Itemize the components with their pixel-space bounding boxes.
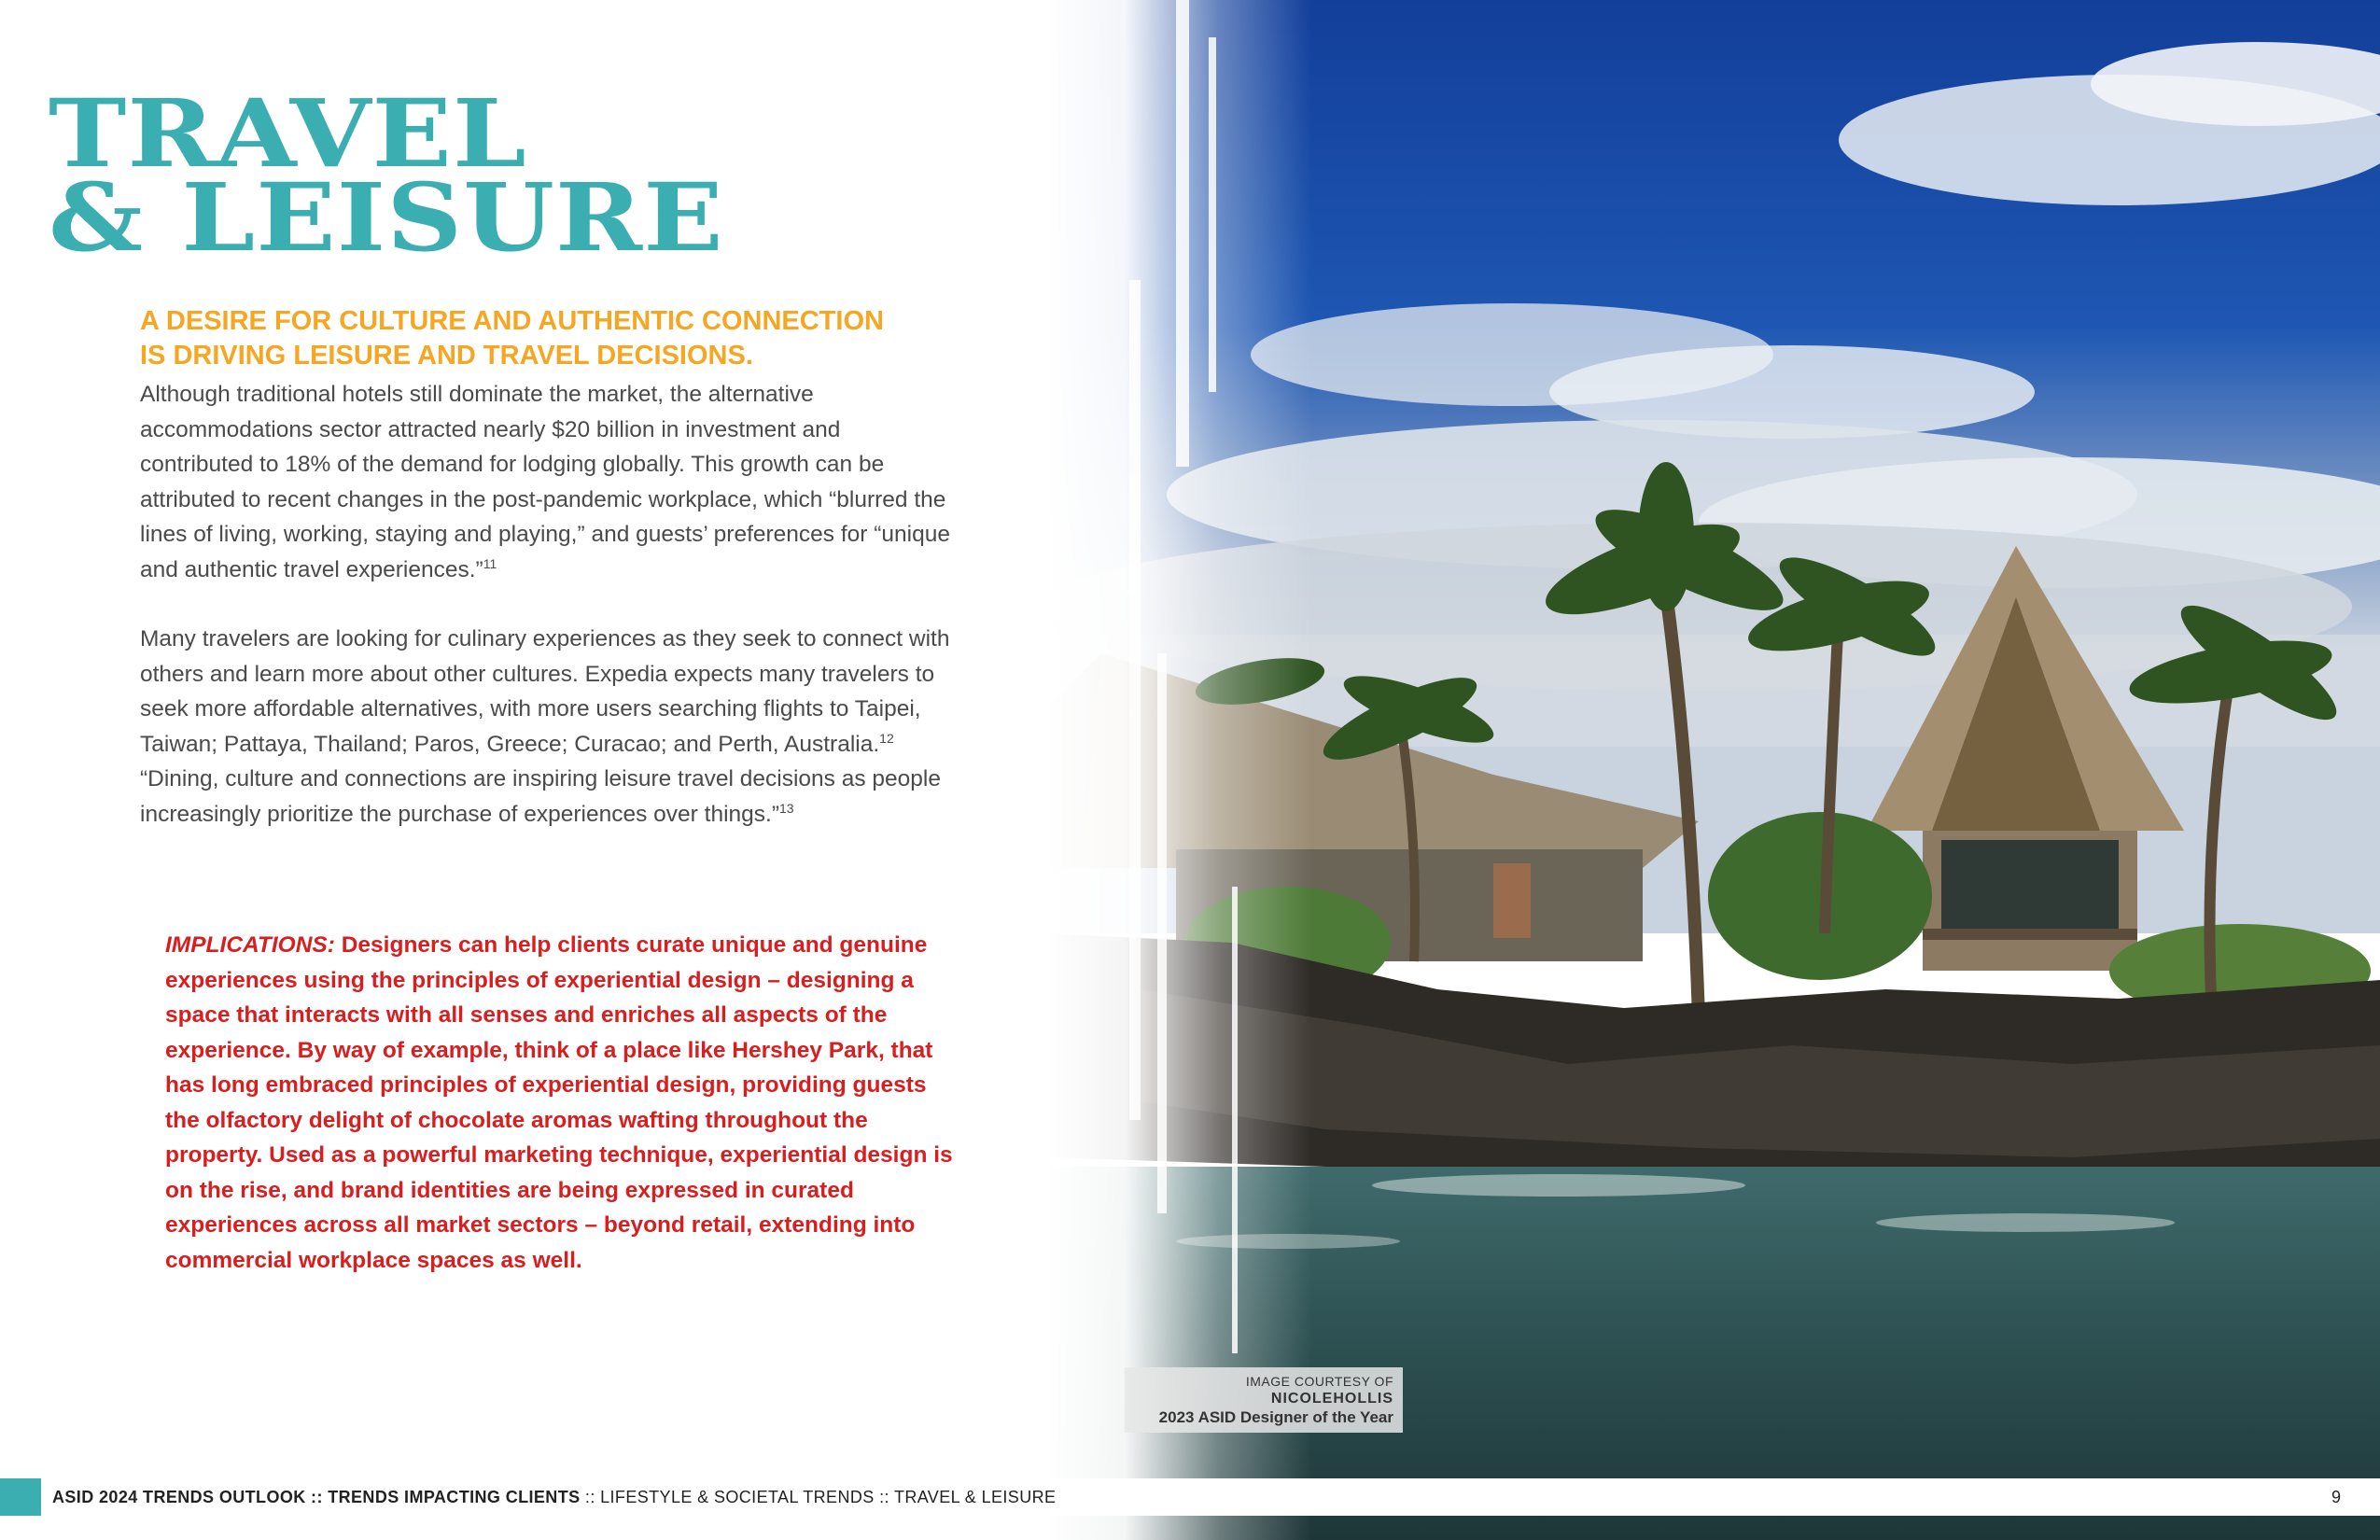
footer-breadcrumb-regular: :: LIFESTYLE & SOCIETAL TRENDS :: TRAVEL & LEISURE <box>580 1488 1057 1506</box>
subheading-line-1: A DESIRE FOR CULTURE AND AUTHENTIC CONNECTION <box>140 306 884 336</box>
subheading <box>140 304 961 373</box>
footnote-12: 12 <box>879 730 894 746</box>
title-line-2: & LEISURE <box>49 162 724 273</box>
implications-lead: IMPLICATIONS: <box>165 932 335 958</box>
title-line-1: TRAVEL <box>49 78 527 189</box>
body-paragraph-2 <box>140 622 952 832</box>
body-paragraph-1 <box>140 377 952 587</box>
image-credit <box>1125 1367 1403 1433</box>
footer-accent-square <box>0 1478 41 1516</box>
resort-photo <box>1045 0 2380 1540</box>
implications-text: Designers can help clients curate unique and genuine experiences using the principles of experiential design – designing a space that interacts with all senses and enriches all aspects of the experience. By way of example, think of a place like Hershey Park, that has long embraced principles of experiential design, providing guests the olfactory delight of chocolate aromas wafting throughout the property. Used as a powerful marketing technique, experiential design is on the rise, and brand identities are being expressed in curated experiences across all market sectors – beyond retail, extending into commercial workplace spaces as well. <box>165 932 953 1273</box>
footnote-13: 13 <box>778 800 794 816</box>
footnote-11: 11 <box>483 555 497 571</box>
footer-breadcrumb-bold: ASID 2024 TRENDS OUTLOOK :: TRENDS IMPACTING CLIENTS <box>52 1488 581 1506</box>
credit-line-1: IMAGE COURTESY OF <box>1245 1374 1393 1389</box>
credit-line-3: 2023 ASID Designer of the Year <box>1158 1408 1393 1426</box>
subheading-line-2: IS DRIVING LEISURE AND TRAVEL DECISIONS. <box>140 341 753 371</box>
implications-callout <box>165 928 959 1278</box>
paragraph-1-text: Although traditional hotels still dominate the market, the alternative accommodations sector attracted nearly $20 billion in investment and contributed to 18% of the demand for lodging globally. This growth can be attributed to recent changes in the post-pandemic workplace, which “blurred the lines of living, working, staying and playing,” and guests’ preferences for “unique and authentic travel experiences.” <box>140 382 950 582</box>
credit-line-2: NICOLEHOLLIS <box>1270 1391 1393 1407</box>
page-number: 9 <box>2331 1488 2341 1506</box>
paragraph-2-text-b: “Dining, culture and connections are inspiring leisure travel decisions as people increasingly prioritize the purchase of experiences over things.” <box>140 766 941 827</box>
resort-photo-image <box>1045 0 2380 1540</box>
paragraph-2-text-a: Many travelers are looking for culinary experiences as they seek to connect with others and learn more about other cultures. Expedia expects many travelers to seek more affordable alternatives, with more users searching flights to Taipei, Taiwan; Pattaya, Thailand; Paros, Greece; Curacao; and Perth, Australia. <box>140 626 950 757</box>
page-title <box>49 78 780 273</box>
footer-breadcrumb <box>52 1487 1056 1507</box>
